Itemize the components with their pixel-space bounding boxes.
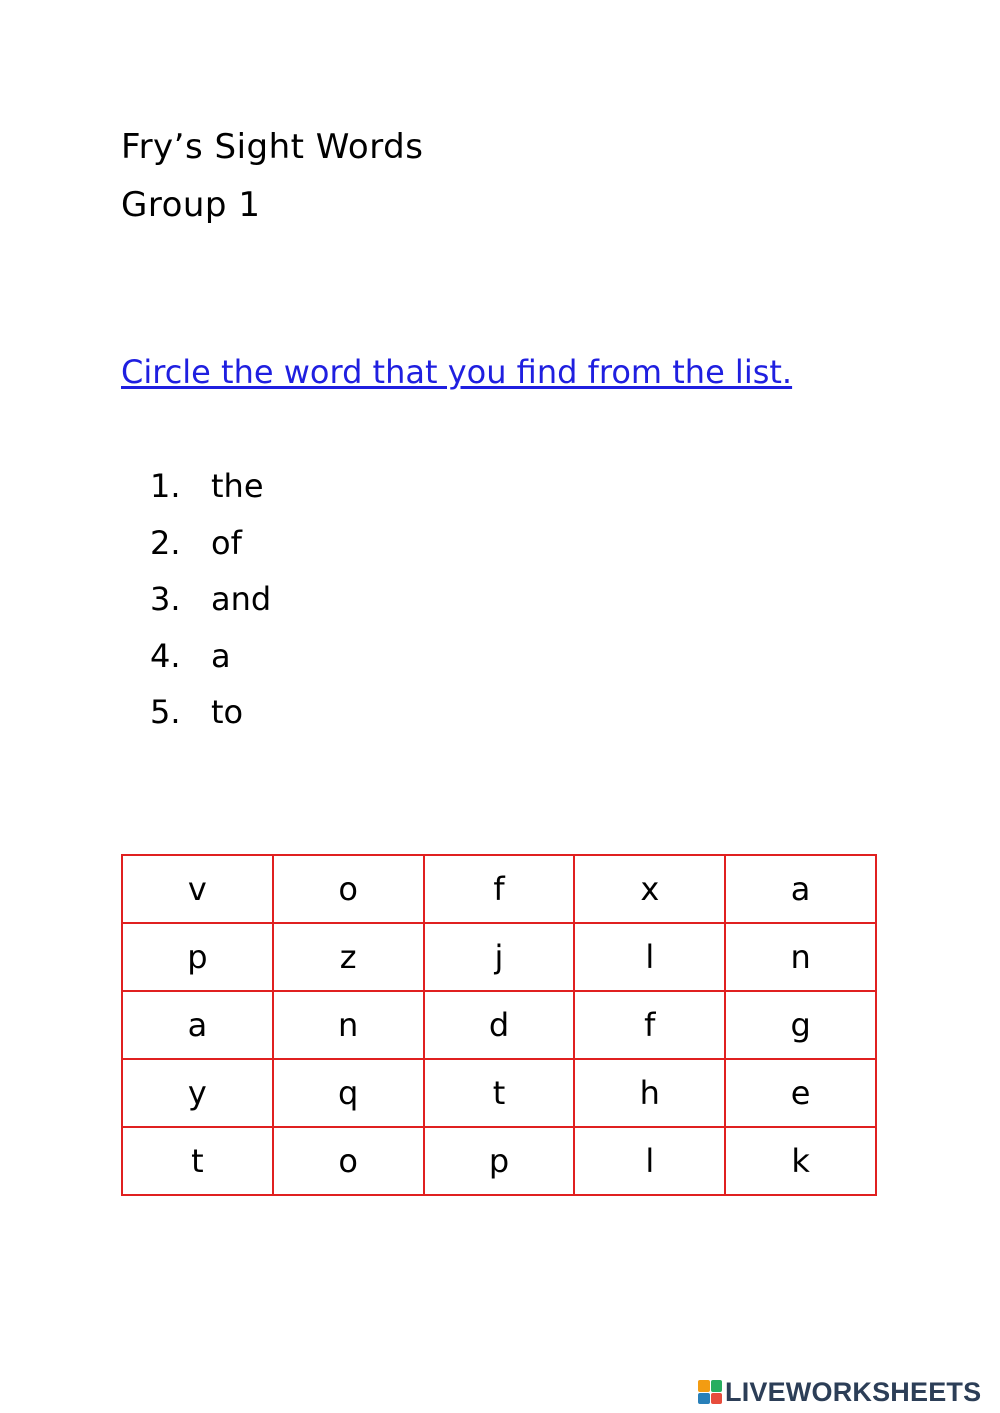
- grid-cell[interactable]: t: [424, 1059, 575, 1127]
- grid-cell[interactable]: q: [273, 1059, 424, 1127]
- list-item-word: to: [211, 693, 244, 731]
- list-item: [150, 693, 271, 753]
- grid-cell[interactable]: h: [574, 1059, 725, 1127]
- list-item-word: of: [211, 523, 242, 562]
- list-item-number: 1.: [150, 467, 181, 505]
- grid-cell[interactable]: o: [273, 855, 424, 923]
- grid-cell[interactable]: a: [122, 991, 273, 1059]
- list-item-word: the: [211, 467, 264, 505]
- grid-cell[interactable]: f: [574, 991, 725, 1059]
- list-item: [150, 467, 271, 527]
- logo-square: [698, 1393, 710, 1405]
- grid-cell[interactable]: y: [122, 1059, 273, 1127]
- grid-cell[interactable]: e: [725, 1059, 876, 1127]
- grid-cell[interactable]: f: [424, 855, 575, 923]
- grid-cell[interactable]: j: [424, 923, 575, 991]
- logo-square: [711, 1380, 723, 1392]
- grid-cell[interactable]: l: [574, 923, 725, 991]
- logo-square: [698, 1380, 710, 1392]
- grid-cell[interactable]: n: [273, 991, 424, 1059]
- list-item: [150, 580, 272, 640]
- list-item: [150, 523, 271, 584]
- instruction-text: Circle the word that you find from the list.: [121, 353, 793, 391]
- list-item-word: a: [211, 636, 231, 675]
- grid-cell[interactable]: x: [574, 855, 725, 923]
- grid-cell[interactable]: k: [725, 1127, 876, 1195]
- list-item-number: 3.: [150, 580, 181, 618]
- grid-cell[interactable]: n: [725, 923, 876, 991]
- grid-row: [122, 1127, 876, 1195]
- list-item-number: 2.: [150, 523, 181, 562]
- grid-cell[interactable]: z: [273, 923, 424, 991]
- grid-cell[interactable]: o: [273, 1127, 424, 1195]
- grid-cell[interactable]: l: [574, 1127, 725, 1195]
- logo-text: LIVEWORKSHEETS: [725, 1376, 982, 1407]
- grid-row: [122, 991, 876, 1059]
- grid-cell[interactable]: p: [424, 1127, 575, 1195]
- grid-cell[interactable]: a: [725, 855, 876, 923]
- grid-row: [122, 923, 876, 991]
- grid-cell[interactable]: g: [725, 991, 876, 1059]
- grid-cell[interactable]: d: [424, 991, 575, 1059]
- grid-cell[interactable]: v: [122, 855, 273, 923]
- liveworksheets-logo-icon: [698, 1380, 722, 1404]
- logo-square: [711, 1393, 723, 1405]
- list-item: [150, 636, 271, 697]
- list-item-number: 4.: [150, 636, 181, 675]
- letter-search-grid: [121, 854, 877, 1196]
- list-item-word: and: [211, 580, 272, 618]
- grid-row: [122, 855, 876, 923]
- worksheet-title: Fry’s Sight Words: [121, 127, 424, 167]
- grid-cell[interactable]: t: [122, 1127, 273, 1195]
- sight-word-list: [150, 467, 272, 753]
- grid-cell[interactable]: p: [122, 923, 273, 991]
- list-item-number: 5.: [150, 693, 181, 731]
- grid-row: [122, 1059, 876, 1127]
- worksheet-subtitle: Group 1: [121, 185, 261, 225]
- liveworksheets-logo: [698, 1377, 981, 1407]
